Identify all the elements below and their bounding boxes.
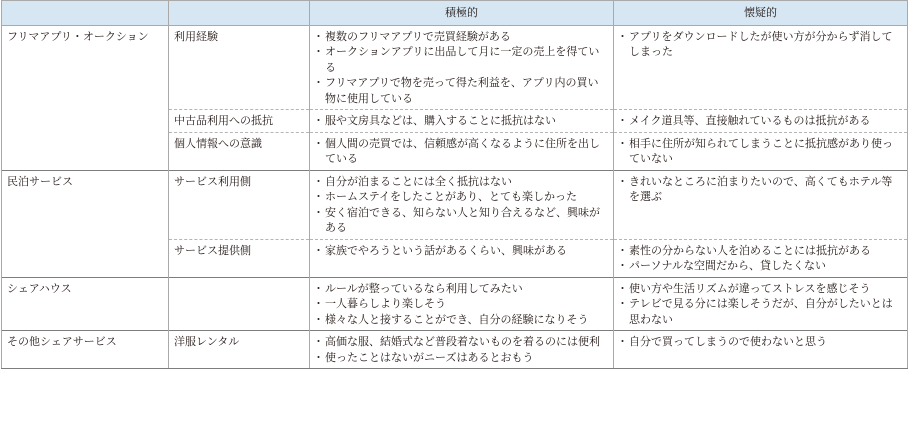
subcategory-cell: 個人情報への意識 bbox=[169, 132, 310, 170]
list-item: ・ 様々な人と接することができ、自分の経験になりそう bbox=[315, 312, 608, 328]
positive-cell bbox=[310, 277, 614, 331]
list-item: ・ 素性の分からない人を泊めることには抵抗がある bbox=[619, 243, 902, 259]
category-cell bbox=[2, 239, 169, 277]
list-item: ・ パーソナルな空間だから、貸したくない bbox=[619, 258, 902, 274]
subcategory-cell: 利用経験 bbox=[169, 25, 310, 110]
category-cell: その他シェアサービス bbox=[2, 331, 169, 369]
skeptical-cell bbox=[614, 239, 908, 277]
positive-cell bbox=[310, 239, 614, 277]
list-item: ・ 使い方や生活リズムが違ってストレスを感じそう bbox=[619, 281, 902, 297]
list-item: ・ 高価な服、結婚式など普段着ないものを着るのには便利 bbox=[315, 334, 608, 350]
table-row bbox=[2, 25, 908, 110]
list-item: ・ 自分が泊まることには全く抵抗はない bbox=[315, 174, 608, 190]
list-item: ・ きれいなところに泊まりたいので、高くてもホテル等を選ぶ bbox=[619, 174, 902, 205]
subcategory-cell: サービス利用側 bbox=[169, 170, 310, 239]
category-cell bbox=[2, 132, 169, 170]
header-blank-category bbox=[2, 1, 169, 26]
list-item: ・ オークションアプリに出品して月に一定の売上を得ている bbox=[315, 44, 608, 75]
list-item: ・ 安く宿泊できる、知らない人と知り合えるなど、興味がある bbox=[315, 205, 608, 236]
table-row bbox=[2, 239, 908, 277]
subcategory-cell: サービス提供側 bbox=[169, 239, 310, 277]
subcategory-cell: 中古品利用への抵抗 bbox=[169, 110, 310, 133]
positive-cell bbox=[310, 331, 614, 369]
skeptical-cell bbox=[614, 170, 908, 239]
list-item: ・ 自分で買ってしまうので使わないと思う bbox=[619, 334, 902, 350]
list-item: ・ 個人間の売買では、信頼感が高くなるように住所を出している bbox=[315, 136, 608, 167]
subcategory-cell bbox=[169, 277, 310, 331]
list-item: ・ テレビで見る分には楽しそうだが、自分がしたいとは思わない bbox=[619, 296, 902, 327]
category-cell: 民泊サービス bbox=[2, 170, 169, 239]
category-cell bbox=[2, 110, 169, 133]
list-item: ・ メイク道具等、直接触れているものは抵抗がある bbox=[619, 113, 902, 129]
list-item: ・ フリマアプリで物を売って得た利益を、アプリ内の買い物に使用している bbox=[315, 75, 608, 106]
skeptical-cell bbox=[614, 277, 908, 331]
skeptical-cell bbox=[614, 132, 908, 170]
positive-cell bbox=[310, 25, 614, 110]
list-item: ・ 相手に住所が知られてしまうことに抵抗感があり使っていない bbox=[619, 136, 902, 167]
subcategory-cell: 洋服レンタル bbox=[169, 331, 310, 369]
positive-cell bbox=[310, 110, 614, 133]
skeptical-cell bbox=[614, 331, 908, 369]
header-row bbox=[2, 1, 908, 26]
attitude-table bbox=[1, 0, 908, 369]
header-blank-subcategory bbox=[169, 1, 310, 26]
list-item: ・ アプリをダウンロードしたが使い方が分からず消してしまった bbox=[619, 29, 902, 60]
list-item: ・ ホームステイをしたことがあり、とても楽しかった bbox=[315, 189, 608, 205]
category-cell: フリマアプリ・オークション bbox=[2, 25, 169, 110]
skeptical-cell bbox=[614, 110, 908, 133]
header-positive: 積極的 bbox=[310, 1, 614, 26]
list-item: ・ 一人暮らしより楽しそう bbox=[315, 296, 608, 312]
list-item: ・ ルールが整っているなら利用してみたい bbox=[315, 281, 608, 297]
list-item: ・ 複数のフリマアプリで売買経験がある bbox=[315, 29, 608, 45]
header-skeptical: 懐疑的 bbox=[614, 1, 908, 26]
table-row bbox=[2, 277, 908, 331]
table-row bbox=[2, 132, 908, 170]
list-item: ・ 家族でやろうという話があるくらい、興味がある bbox=[315, 243, 608, 259]
list-item: ・ 使ったことはないがニーズはあるとおもう bbox=[315, 350, 608, 366]
category-cell: シェアハウス bbox=[2, 277, 169, 331]
table-row bbox=[2, 331, 908, 369]
table-row bbox=[2, 110, 908, 133]
positive-cell bbox=[310, 170, 614, 239]
skeptical-cell bbox=[614, 25, 908, 110]
positive-cell bbox=[310, 132, 614, 170]
list-item: ・ 服や文房具などは、購入することに抵抗はない bbox=[315, 113, 608, 129]
table-row bbox=[2, 170, 908, 239]
